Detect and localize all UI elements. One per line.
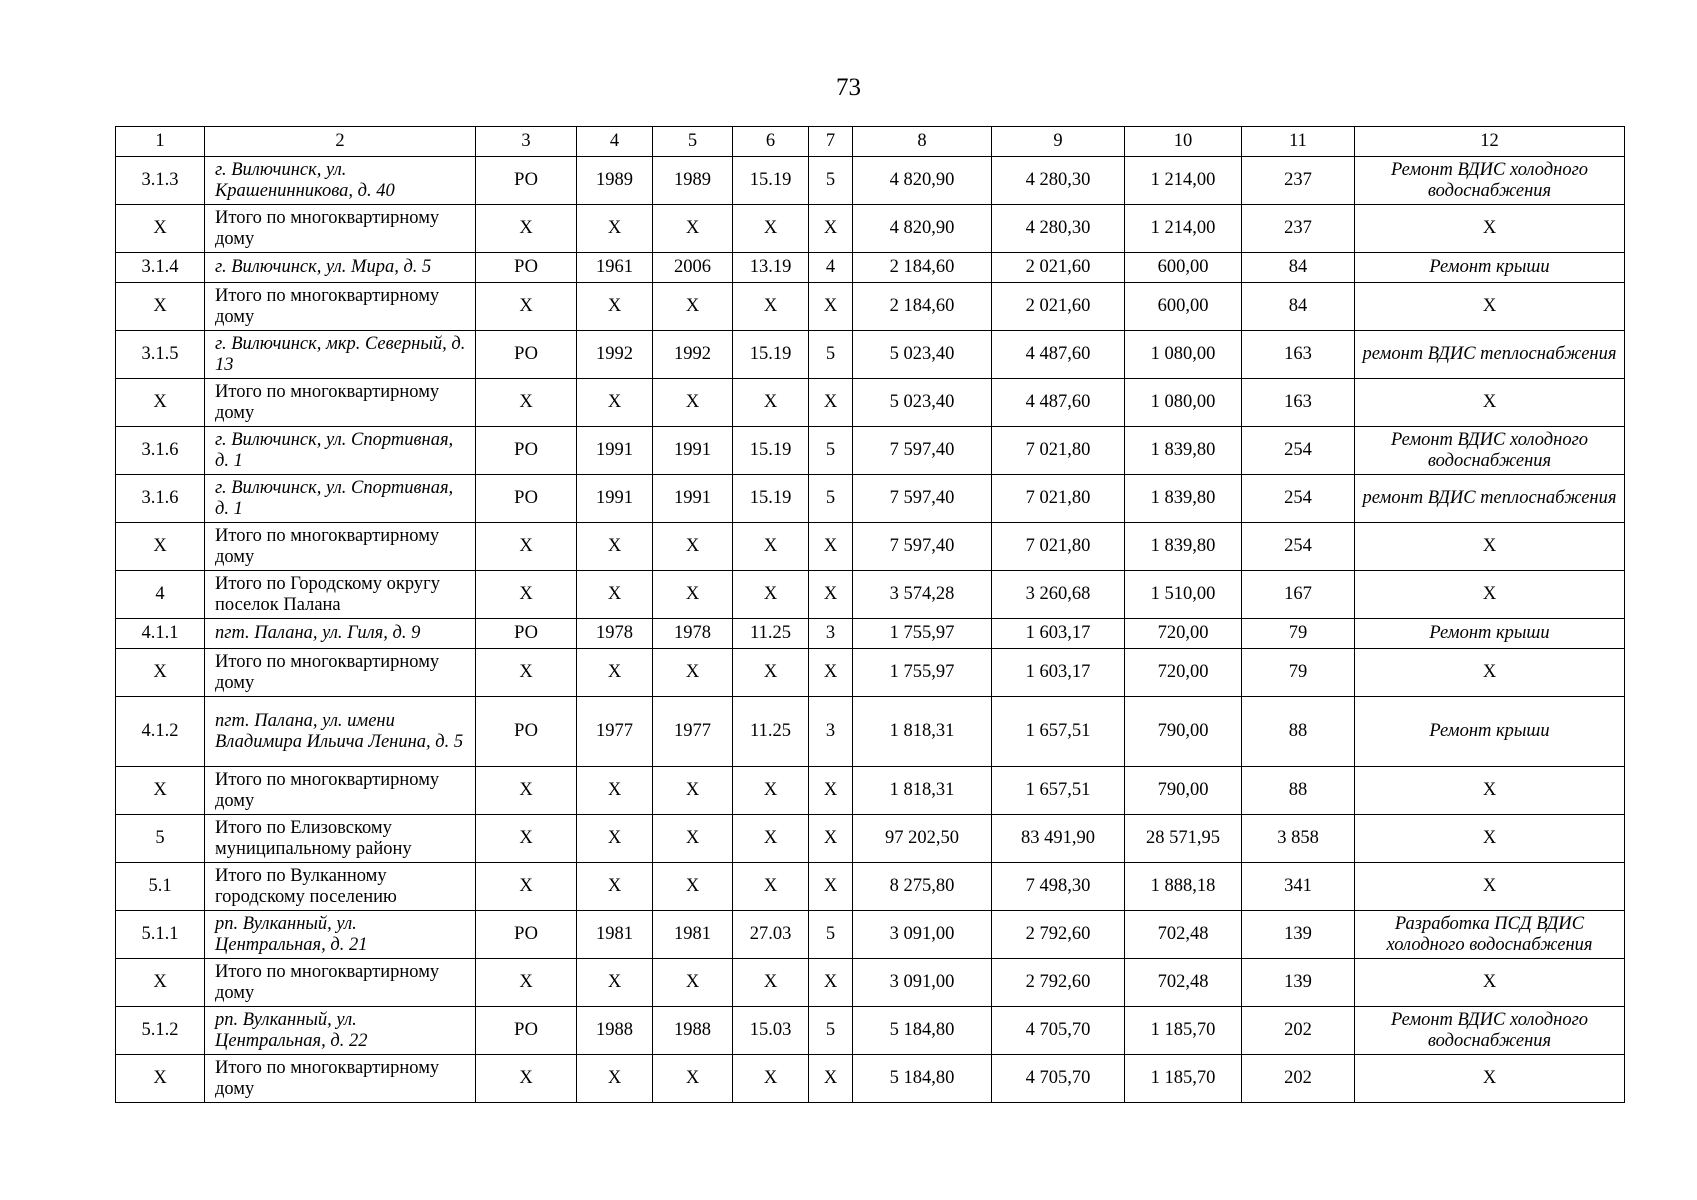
total-area-cell: 5 184,80 — [853, 1055, 992, 1103]
project-series-cell: Х — [733, 863, 809, 911]
row-number-cell: Х — [116, 379, 205, 427]
floors-cell: Х — [809, 863, 853, 911]
work-type-cell: Х — [1355, 815, 1625, 863]
row-number-cell: Х — [116, 523, 205, 571]
house-row — [116, 911, 1625, 959]
last-repair-year-cell: Х — [653, 863, 733, 911]
residents-cell: 163 — [1242, 379, 1355, 427]
living-area-cell: 7 498,30 — [992, 863, 1125, 911]
nonliving-area-cell: 1 214,00 — [1125, 157, 1242, 205]
floors-cell: 5 — [809, 1007, 853, 1055]
build-year-cell: Х — [577, 1055, 653, 1103]
last-repair-year-cell: 1992 — [653, 331, 733, 379]
residents-cell: 79 — [1242, 649, 1355, 697]
last-repair-year-cell: Х — [653, 959, 733, 1007]
total-row — [116, 523, 1625, 571]
floors-cell: Х — [809, 767, 853, 815]
living-area-cell: 7 021,80 — [992, 523, 1125, 571]
total-row — [116, 571, 1625, 619]
owner-type-cell: Х — [476, 767, 577, 815]
floors-cell: Х — [809, 1055, 853, 1103]
total-area-cell: 1 755,97 — [853, 619, 992, 649]
living-area-cell: 2 792,60 — [992, 959, 1125, 1007]
total-row — [116, 379, 1625, 427]
floors-cell: 5 — [809, 911, 853, 959]
total-area-cell: 4 820,90 — [853, 157, 992, 205]
nonliving-area-cell: 720,00 — [1125, 619, 1242, 649]
row-number-cell: 5.1.2 — [116, 1007, 205, 1055]
residents-cell: 139 — [1242, 959, 1355, 1007]
work-type-cell: Х — [1355, 379, 1625, 427]
house-row — [116, 1007, 1625, 1055]
floors-cell: Х — [809, 523, 853, 571]
total-row — [116, 283, 1625, 331]
owner-type-cell: Х — [476, 571, 577, 619]
nonliving-area-cell: 1 080,00 — [1125, 379, 1242, 427]
row-number-cell: Х — [116, 959, 205, 1007]
last-repair-year-cell: Х — [653, 379, 733, 427]
address-cell: пгт. Палана, ул. Гиля, д. 9 — [205, 619, 476, 649]
last-repair-year-cell: Х — [653, 1055, 733, 1103]
build-year-cell: Х — [577, 649, 653, 697]
owner-type-cell: Х — [476, 863, 577, 911]
total-area-cell: 7 597,40 — [853, 523, 992, 571]
residents-cell: 237 — [1242, 157, 1355, 205]
project-series-cell: Х — [733, 283, 809, 331]
nonliving-area-cell: 702,48 — [1125, 959, 1242, 1007]
total-area-cell: 1 818,31 — [853, 697, 992, 767]
work-type-cell: Ремонт ВДИС холодного водоснабжения — [1355, 1007, 1625, 1055]
row-number-cell: 5.1.1 — [116, 911, 205, 959]
owner-type-cell: Х — [476, 815, 577, 863]
total-area-cell: 3 091,00 — [853, 959, 992, 1007]
last-repair-year-cell: Х — [653, 767, 733, 815]
living-area-cell: 1 603,17 — [992, 649, 1125, 697]
build-year-cell: 1961 — [577, 253, 653, 283]
row-number-cell: 4.1.2 — [116, 697, 205, 767]
residents-cell: 163 — [1242, 331, 1355, 379]
owner-type-cell: РО — [476, 253, 577, 283]
last-repair-year-cell: 1989 — [653, 157, 733, 205]
owner-type-cell: Х — [476, 649, 577, 697]
nonliving-area-cell: 1 839,80 — [1125, 523, 1242, 571]
owner-type-cell: Х — [476, 379, 577, 427]
owner-type-cell: Х — [476, 1055, 577, 1103]
project-series-cell: 15.19 — [733, 475, 809, 523]
work-type-cell: Х — [1355, 523, 1625, 571]
owner-type-cell: РО — [476, 619, 577, 649]
build-year-cell: 1991 — [577, 475, 653, 523]
work-type-cell: Х — [1355, 649, 1625, 697]
row-number-cell: Х — [116, 649, 205, 697]
column-header: 9 — [992, 127, 1125, 157]
residents-cell: 202 — [1242, 1055, 1355, 1103]
project-series-cell: Х — [733, 959, 809, 1007]
last-repair-year-cell: 1991 — [653, 475, 733, 523]
build-year-cell: Х — [577, 815, 653, 863]
project-series-cell: Х — [733, 767, 809, 815]
row-number-cell: Х — [116, 1055, 205, 1103]
living-area-cell: 2 021,60 — [992, 283, 1125, 331]
total-row — [116, 1055, 1625, 1103]
last-repair-year-cell: 1981 — [653, 911, 733, 959]
column-header: 2 — [205, 127, 476, 157]
work-type-cell: Ремонт крыши — [1355, 697, 1625, 767]
build-year-cell: 1992 — [577, 331, 653, 379]
column-number-header-row — [116, 127, 1625, 157]
build-year-cell: 1988 — [577, 1007, 653, 1055]
work-type-cell: ремонт ВДИС теплоснабжения — [1355, 475, 1625, 523]
page-number: 73 — [836, 74, 861, 101]
floors-cell: 3 — [809, 619, 853, 649]
nonliving-area-cell: 1 888,18 — [1125, 863, 1242, 911]
living-area-cell: 1 657,51 — [992, 697, 1125, 767]
nonliving-area-cell: 1 185,70 — [1125, 1007, 1242, 1055]
owner-type-cell: РО — [476, 157, 577, 205]
living-area-cell: 2 792,60 — [992, 911, 1125, 959]
living-area-cell: 4 487,60 — [992, 331, 1125, 379]
nonliving-area-cell: 1 185,70 — [1125, 1055, 1242, 1103]
nonliving-area-cell: 790,00 — [1125, 767, 1242, 815]
total-area-cell: 5 023,40 — [853, 331, 992, 379]
build-year-cell: 1977 — [577, 697, 653, 767]
residents-cell: 79 — [1242, 619, 1355, 649]
nonliving-area-cell: 1 214,00 — [1125, 205, 1242, 253]
row-number-cell: 4 — [116, 571, 205, 619]
residents-cell: 202 — [1242, 1007, 1355, 1055]
living-area-cell: 7 021,80 — [992, 475, 1125, 523]
floors-cell: Х — [809, 205, 853, 253]
owner-type-cell: РО — [476, 911, 577, 959]
residents-cell: 254 — [1242, 475, 1355, 523]
address-cell: г. Вилючинск, ул. Крашенинникова, д. 40 — [205, 157, 476, 205]
owner-type-cell: Х — [476, 283, 577, 331]
house-row — [116, 475, 1625, 523]
living-area-cell: 7 021,80 — [992, 427, 1125, 475]
work-type-cell: Ремонт крыши — [1355, 619, 1625, 649]
work-type-cell: Х — [1355, 283, 1625, 331]
last-repair-year-cell: 1977 — [653, 697, 733, 767]
floors-cell: Х — [809, 571, 853, 619]
address-cell: г. Вилючинск, мкр. Северный, д. 13 — [205, 331, 476, 379]
build-year-cell: 1989 — [577, 157, 653, 205]
last-repair-year-cell: Х — [653, 571, 733, 619]
nonliving-area-cell: 790,00 — [1125, 697, 1242, 767]
owner-type-cell: РО — [476, 1007, 577, 1055]
project-series-cell: 11.25 — [733, 697, 809, 767]
living-area-cell: 83 491,90 — [992, 815, 1125, 863]
owner-type-cell: РО — [476, 427, 577, 475]
residents-cell: 84 — [1242, 283, 1355, 331]
address-cell: Итого по многоквартирному дому — [205, 523, 476, 571]
column-header: 11 — [1242, 127, 1355, 157]
floors-cell: Х — [809, 649, 853, 697]
project-series-cell: 13.19 — [733, 253, 809, 283]
column-header: 4 — [577, 127, 653, 157]
total-area-cell: 3 091,00 — [853, 911, 992, 959]
project-series-cell: Х — [733, 815, 809, 863]
project-series-cell: 15.19 — [733, 427, 809, 475]
project-series-cell: 15.19 — [733, 331, 809, 379]
last-repair-year-cell: 1991 — [653, 427, 733, 475]
last-repair-year-cell: Х — [653, 649, 733, 697]
row-number-cell: Х — [116, 767, 205, 815]
build-year-cell: 1991 — [577, 427, 653, 475]
last-repair-year-cell: Х — [653, 815, 733, 863]
row-number-cell: 5 — [116, 815, 205, 863]
work-type-cell: ремонт ВДИС теплоснабжения — [1355, 331, 1625, 379]
column-header: 10 — [1125, 127, 1242, 157]
total-area-cell: 2 184,60 — [853, 283, 992, 331]
residents-cell: 3 858 — [1242, 815, 1355, 863]
floors-cell: 5 — [809, 427, 853, 475]
project-series-cell: 27.03 — [733, 911, 809, 959]
project-series-cell: Х — [733, 523, 809, 571]
living-area-cell: 3 260,68 — [992, 571, 1125, 619]
nonliving-area-cell: 600,00 — [1125, 253, 1242, 283]
nonliving-area-cell: 28 571,95 — [1125, 815, 1242, 863]
project-series-cell: 11.25 — [733, 619, 809, 649]
address-cell: г. Вилючинск, ул. Спортивная, д. 1 — [205, 475, 476, 523]
row-number-cell: 4.1.1 — [116, 619, 205, 649]
column-header: 6 — [733, 127, 809, 157]
residents-cell: 237 — [1242, 205, 1355, 253]
address-cell: Итого по Городскому округу поселок Палана — [205, 571, 476, 619]
floors-cell: 3 — [809, 697, 853, 767]
floors-cell: 5 — [809, 157, 853, 205]
residents-cell: 254 — [1242, 427, 1355, 475]
house-row — [116, 697, 1625, 767]
nonliving-area-cell: 1 080,00 — [1125, 331, 1242, 379]
residents-cell: 254 — [1242, 523, 1355, 571]
address-cell: Итого по многоквартирному дому — [205, 649, 476, 697]
owner-type-cell: РО — [476, 475, 577, 523]
build-year-cell: Х — [577, 571, 653, 619]
owner-type-cell: Х — [476, 523, 577, 571]
floors-cell: Х — [809, 379, 853, 427]
last-repair-year-cell: 2006 — [653, 253, 733, 283]
total-row — [116, 767, 1625, 815]
column-header: 3 — [476, 127, 577, 157]
house-row — [116, 253, 1625, 283]
owner-type-cell: РО — [476, 697, 577, 767]
address-cell: Итого по многоквартирному дому — [205, 959, 476, 1007]
total-area-cell: 5 023,40 — [853, 379, 992, 427]
floors-cell: 5 — [809, 331, 853, 379]
total-row — [116, 863, 1625, 911]
address-cell: Итого по многоквартирному дому — [205, 1055, 476, 1103]
floors-cell: 5 — [809, 475, 853, 523]
address-cell: г. Вилючинск, ул. Спортивная, д. 1 — [205, 427, 476, 475]
row-number-cell: 3.1.3 — [116, 157, 205, 205]
build-year-cell: 1981 — [577, 911, 653, 959]
project-series-cell: Х — [733, 649, 809, 697]
total-area-cell: 1 755,97 — [853, 649, 992, 697]
column-header: 8 — [853, 127, 992, 157]
nonliving-area-cell: 1 839,80 — [1125, 427, 1242, 475]
floors-cell: Х — [809, 283, 853, 331]
floors-cell: 4 — [809, 253, 853, 283]
work-type-cell: Ремонт крыши — [1355, 253, 1625, 283]
address-cell: Итого по многоквартирному дому — [205, 205, 476, 253]
row-number-cell: 3.1.6 — [116, 427, 205, 475]
nonliving-area-cell: 702,48 — [1125, 911, 1242, 959]
nonliving-area-cell: 1 839,80 — [1125, 475, 1242, 523]
build-year-cell: Х — [577, 863, 653, 911]
build-year-cell: Х — [577, 767, 653, 815]
total-area-cell: 2 184,60 — [853, 253, 992, 283]
total-area-cell: 4 820,90 — [853, 205, 992, 253]
column-header: 5 — [653, 127, 733, 157]
total-row — [116, 815, 1625, 863]
work-type-cell: Ремонт ВДИС холодного водоснабжения — [1355, 157, 1625, 205]
residents-cell: 84 — [1242, 253, 1355, 283]
last-repair-year-cell: 1978 — [653, 619, 733, 649]
living-area-cell: 4 280,30 — [992, 157, 1125, 205]
row-number-cell: Х — [116, 205, 205, 253]
total-area-cell: 7 597,40 — [853, 427, 992, 475]
work-type-cell: Разработка ПСД ВДИС холодного водоснабжения — [1355, 911, 1625, 959]
project-series-cell: Х — [733, 571, 809, 619]
address-cell: Итого по многоквартирному дому — [205, 283, 476, 331]
residents-cell: 88 — [1242, 767, 1355, 815]
last-repair-year-cell: Х — [653, 205, 733, 253]
row-number-cell: 3.1.5 — [116, 331, 205, 379]
address-cell: Итого по Вулканному городскому поселению — [205, 863, 476, 911]
owner-type-cell: Х — [476, 205, 577, 253]
house-row — [116, 331, 1625, 379]
house-row — [116, 157, 1625, 205]
residents-cell: 167 — [1242, 571, 1355, 619]
build-year-cell: Х — [577, 523, 653, 571]
house-row — [116, 619, 1625, 649]
address-cell: пгт. Палана, ул. имени Владимира Ильича Ленина, д. 5 — [205, 697, 476, 767]
column-header: 7 — [809, 127, 853, 157]
floors-cell: Х — [809, 959, 853, 1007]
living-area-cell: 4 280,30 — [992, 205, 1125, 253]
build-year-cell: Х — [577, 205, 653, 253]
owner-type-cell: РО — [476, 331, 577, 379]
table-body — [116, 127, 1625, 1103]
nonliving-area-cell: 720,00 — [1125, 649, 1242, 697]
living-area-cell: 4 705,70 — [992, 1007, 1125, 1055]
total-area-cell: 5 184,80 — [853, 1007, 992, 1055]
address-cell: Итого по Елизовскому муниципальному району — [205, 815, 476, 863]
living-area-cell: 2 021,60 — [992, 253, 1125, 283]
address-cell: Итого по многоквартирному дому — [205, 379, 476, 427]
floors-cell: Х — [809, 815, 853, 863]
project-series-cell: Х — [733, 1055, 809, 1103]
row-number-cell: 3.1.6 — [116, 475, 205, 523]
build-year-cell: Х — [577, 379, 653, 427]
build-year-cell: 1978 — [577, 619, 653, 649]
residents-cell: 341 — [1242, 863, 1355, 911]
total-area-cell: 7 597,40 — [853, 475, 992, 523]
nonliving-area-cell: 600,00 — [1125, 283, 1242, 331]
work-type-cell: Х — [1355, 571, 1625, 619]
row-number-cell: 3.1.4 — [116, 253, 205, 283]
house-row — [116, 427, 1625, 475]
address-cell: рп. Вулканный, ул. Центральная, д. 21 — [205, 911, 476, 959]
row-number-cell: 5.1 — [116, 863, 205, 911]
owner-type-cell: Х — [476, 959, 577, 1007]
project-series-cell: 15.03 — [733, 1007, 809, 1055]
living-area-cell: 1 603,17 — [992, 619, 1125, 649]
nonliving-area-cell: 1 510,00 — [1125, 571, 1242, 619]
work-type-cell: Х — [1355, 1055, 1625, 1103]
living-area-cell: 4 705,70 — [992, 1055, 1125, 1103]
total-row — [116, 649, 1625, 697]
work-type-cell: Х — [1355, 767, 1625, 815]
project-series-cell: Х — [733, 205, 809, 253]
row-number-cell: Х — [116, 283, 205, 331]
column-header: 12 — [1355, 127, 1625, 157]
work-type-cell: Х — [1355, 205, 1625, 253]
total-area-cell: 3 574,28 — [853, 571, 992, 619]
address-cell: рп. Вулканный, ул. Центральная, д. 22 — [205, 1007, 476, 1055]
work-type-cell: Х — [1355, 959, 1625, 1007]
last-repair-year-cell: Х — [653, 283, 733, 331]
total-area-cell: 1 818,31 — [853, 767, 992, 815]
last-repair-year-cell: 1988 — [653, 1007, 733, 1055]
build-year-cell: Х — [577, 283, 653, 331]
total-area-cell: 97 202,50 — [853, 815, 992, 863]
last-repair-year-cell: Х — [653, 523, 733, 571]
work-type-cell: Ремонт ВДИС холодного водоснабжения — [1355, 427, 1625, 475]
work-type-cell: Х — [1355, 863, 1625, 911]
residents-cell: 139 — [1242, 911, 1355, 959]
project-series-cell: 15.19 — [733, 157, 809, 205]
build-year-cell: Х — [577, 959, 653, 1007]
total-row — [116, 959, 1625, 1007]
address-cell: г. Вилючинск, ул. Мира, д. 5 — [205, 253, 476, 283]
address-cell: Итого по многоквартирному дому — [205, 767, 476, 815]
column-header: 1 — [116, 127, 205, 157]
project-series-cell: Х — [733, 379, 809, 427]
residents-cell: 88 — [1242, 697, 1355, 767]
total-area-cell: 8 275,80 — [853, 863, 992, 911]
living-area-cell: 1 657,51 — [992, 767, 1125, 815]
living-area-cell: 4 487,60 — [992, 379, 1125, 427]
total-row — [116, 205, 1625, 253]
repair-registry-table — [115, 126, 1625, 1103]
